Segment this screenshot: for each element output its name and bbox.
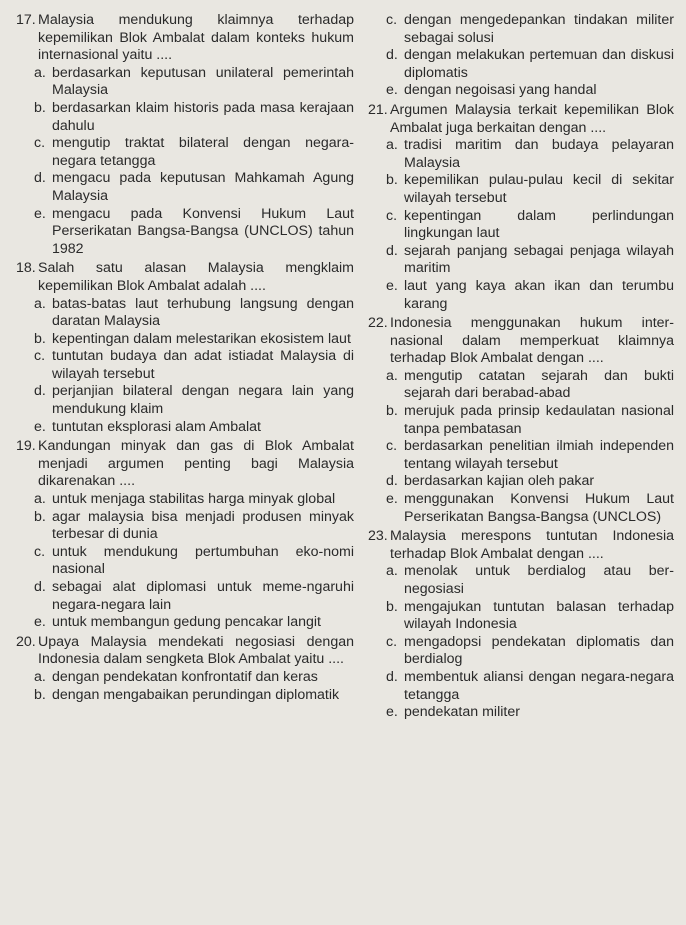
answer-option: [34, 419, 354, 437]
option-letter: e.: [386, 704, 398, 721]
option-text: merujuk pada prinsip kedaulatan nasional tanpa pembatasan: [404, 403, 674, 437]
question-stem: [16, 260, 354, 295]
option-text: berdasarkan penelitian ilmiah independen tentang wilayah tersebut: [404, 438, 674, 472]
answer-option: [34, 331, 354, 349]
option-text: berdasarkan kajian oleh pakar: [404, 473, 595, 490]
option-letter: d.: [34, 170, 46, 187]
answer-option: [386, 12, 674, 47]
option-letter: a.: [34, 668, 46, 685]
option-letter: e.: [386, 491, 398, 508]
question: [16, 438, 354, 632]
answer-option: [386, 599, 674, 634]
option-text: mengacu pada Konvensi Hukum Laut Perserikatan Bangsa-Bangsa (UNCLOS) tahun 1982: [52, 205, 354, 257]
question-number: 19.: [16, 438, 36, 455]
option-text: batas-batas laut terhubung langsung dengan daratan Malaysia: [52, 295, 354, 330]
option-text: perjanjian bilateral dengan negara lain yang mendukung klaim: [52, 383, 354, 418]
option-text: mengajukan tuntutan balasan terhadap wilayah Indonesia: [404, 598, 674, 633]
option-letter: d.: [34, 383, 46, 400]
answer-option: [386, 669, 674, 704]
option-letter: a.: [34, 295, 46, 312]
question: [368, 315, 674, 526]
option-letter: d.: [386, 242, 398, 259]
question-number: 23.: [368, 528, 388, 545]
option-letter: c.: [34, 543, 46, 560]
answer-option: [34, 579, 354, 614]
option-text: dengan melakukan pertemuan dan diskusi diplomatis: [404, 47, 674, 81]
question-stem: [16, 12, 354, 65]
question-number: 22.: [368, 315, 388, 332]
option-letter: b.: [386, 403, 398, 420]
option-letter: a.: [34, 64, 46, 81]
question-stem: [368, 102, 674, 137]
question: [368, 102, 674, 313]
answer-option: [34, 687, 354, 705]
option-letter: e.: [34, 205, 46, 222]
option-letter: e.: [34, 614, 46, 631]
question-text: Salah satu alasan Malaysia mengklaim kepemilikan Blok Ambalat adalah ....: [38, 260, 354, 294]
answer-option: [34, 669, 354, 687]
question-text: Malaysia mendukung klaimnya terhadap kepemilikan Blok Ambalat dalam konteks hukum internasional yaitu ....: [38, 12, 354, 64]
question: [16, 12, 354, 258]
question-stem: [16, 634, 354, 669]
option-letter: d.: [34, 579, 46, 595]
answer-option: [34, 135, 354, 170]
option-letter: c.: [386, 207, 398, 224]
question: [368, 528, 674, 722]
answer-option: [34, 100, 354, 135]
option-text: kepentingan dalam melestarikan ekosistem laut: [52, 330, 351, 347]
option-text: untuk menjaga stabilitas harga minyak global: [52, 491, 336, 508]
option-text: agar malaysia bisa menjadi produsen minyak terbesar di dunia: [52, 508, 354, 543]
left-column: [16, 12, 354, 706]
answer-option: [386, 243, 674, 278]
question-number: 21.: [368, 101, 388, 118]
option-letter: c.: [386, 633, 398, 650]
answer-option: [34, 383, 354, 418]
answer-option: [34, 544, 354, 579]
answer-option: [386, 634, 674, 669]
option-text: mengutip traktat bilateral dengan negara-negara tetangga: [52, 135, 354, 169]
option-text: sejarah panjang sebagai penjaga wilayah maritim: [404, 242, 674, 277]
option-letter: c.: [34, 135, 46, 152]
option-letter: b.: [386, 172, 398, 189]
option-text: tuntutan eksplorasi alam Ambalat: [52, 418, 261, 435]
option-letter: a.: [386, 563, 398, 580]
answer-option: [386, 208, 674, 243]
answer-option: [34, 348, 354, 383]
option-letter: c.: [34, 348, 46, 365]
option-letter: b.: [386, 598, 398, 615]
option-text: dengan mengedepankan tindakan militer sebagai solusi: [404, 12, 674, 46]
option-letter: c.: [386, 438, 398, 455]
option-letter: b.: [34, 99, 46, 116]
answer-option: [34, 170, 354, 205]
option-text: sebagai alat diplomasi untuk meme-ngaruhi negara-negara lain: [52, 579, 354, 613]
answer-option: [386, 172, 674, 207]
question-stem: [368, 315, 674, 368]
answer-option: [386, 491, 674, 526]
question-number: 18.: [16, 260, 36, 277]
option-letter: d.: [386, 668, 398, 685]
option-text: untuk membangun gedung pencakar langit: [52, 614, 321, 631]
option-text: dengan mengabaikan perundingan diplomatik: [52, 686, 340, 703]
option-letter: e.: [386, 82, 398, 99]
answer-option: [34, 296, 354, 331]
option-text: menolak untuk berdialog atau ber-negosiasi: [404, 563, 674, 597]
option-letter: d.: [386, 473, 398, 490]
answer-option: [386, 137, 674, 172]
answer-option: [34, 491, 354, 509]
option-text: pendekatan militer: [404, 704, 520, 721]
option-text: dengan negoisasi yang handal: [404, 82, 597, 99]
option-text: kepentingan dalam perlindungan lingkungan laut: [404, 207, 674, 242]
answer-option: [34, 614, 354, 632]
question-stem: [368, 528, 674, 563]
option-text: tuntutan budaya dan adat istiadat Malaysia di wilayah tersebut: [52, 348, 354, 382]
option-letter: a.: [34, 491, 46, 508]
answer-option: [386, 403, 674, 438]
option-letter: b.: [34, 686, 46, 703]
question-text: Upaya Malaysia mendekati negosiasi dengan Indonesia dalam sengketa Blok Ambalat yaitu ....: [38, 633, 354, 668]
option-text: mengadopsi pendekatan diplomatis dan berdialog: [404, 633, 674, 668]
answer-option: [34, 206, 354, 259]
option-text: menggunakan Konvensi Hukum Laut Perserikatan Bangsa-Bangsa (UNCLOS): [404, 491, 674, 525]
option-letter: b.: [34, 508, 46, 525]
option-letter: e.: [386, 277, 398, 294]
answer-option: [386, 473, 674, 491]
answer-option: [386, 438, 674, 473]
question: [16, 260, 354, 436]
question-text: Malaysia merespons tuntutan Indonesia terhadap Blok Ambalat dengan ....: [390, 528, 674, 562]
option-text: mengacu pada keputusan Mahkamah Agung Malaysia: [52, 170, 354, 204]
answer-option: [386, 368, 674, 403]
option-letter: d.: [386, 47, 398, 64]
option-text: membentuk aliansi dengan negara-negara tetangga: [404, 668, 674, 703]
question-number: 17.: [16, 12, 36, 28]
question: [16, 634, 354, 704]
question-text: Argumen Malaysia terkait kepemilikan Blok Ambalat juga berkaitan dengan ....: [390, 101, 674, 136]
option-letter: b.: [34, 330, 46, 347]
question-stem: [16, 438, 354, 491]
option-text: untuk mendukung pertumbuhan eko-nomi nasional: [52, 543, 354, 578]
answer-option: [386, 278, 674, 313]
question: [368, 12, 674, 100]
answer-option: [386, 47, 674, 82]
option-text: berdasarkan keputusan unilateral pemerintah Malaysia: [52, 64, 354, 99]
answer-option: [386, 82, 674, 100]
option-text: berdasarkan klaim historis pada masa kerajaan dahulu: [52, 99, 354, 134]
option-letter: e.: [34, 418, 46, 435]
option-letter: c.: [386, 12, 398, 28]
option-text: tradisi maritim dan budaya pelayaran Malaysia: [404, 137, 674, 171]
question-text: Kandungan minyak dan gas di Blok Ambalat menjadi argumen penting bagi Malaysia dikarenakan ....: [38, 438, 354, 490]
option-letter: a.: [386, 137, 398, 154]
answer-option: [34, 65, 354, 100]
answer-option: [34, 509, 354, 544]
option-text: mengutip catatan sejarah dan bukti sejarah dari berabad-abad: [404, 367, 674, 402]
right-column: [368, 12, 674, 724]
option-text: laut yang kaya akan ikan dan terumbu karang: [404, 277, 674, 312]
question-number: 20.: [16, 633, 36, 650]
question-text: Indonesia menggunakan hukum inter-nasional dalam memperkuat klaimnya terhadap Blok Ambalat dengan ....: [390, 315, 674, 367]
option-text: dengan pendekatan konfrontatif dan keras: [52, 668, 318, 685]
answer-option: [386, 563, 674, 598]
option-letter: a.: [386, 367, 398, 384]
option-text: kepemilikan pulau-pulau kecil di sekitar wilayah tersebut: [404, 172, 674, 206]
answer-option: [386, 704, 674, 722]
